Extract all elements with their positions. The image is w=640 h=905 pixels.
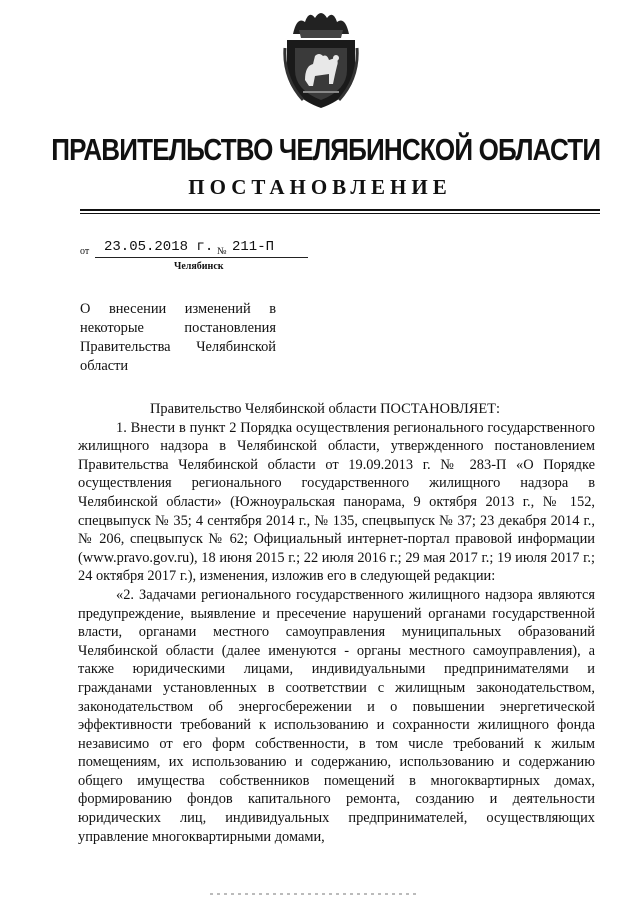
document-type: ПОСТАНОВЛЕНИЕ: [188, 175, 452, 199]
header-divider-thin: [80, 213, 600, 214]
city: Челябинск: [174, 261, 224, 272]
scan-artifact: [210, 893, 420, 895]
registration-row: [80, 237, 380, 259]
header-divider: [80, 209, 600, 211]
government-title: ПРАВИТЕЛЬСТВО ЧЕЛЯБИНСКОЙ ОБЛАСТИ: [51, 132, 601, 167]
paragraph-2: «2. Задачами регионального государственного жилищного надзора являются предупреждение, выявление и пресечение нарушений органами государственной власти, органами местного самоуправления муниципальных образований Челябинской области (далее именуются - органы местного самоуправления), а также юридическими лицами, индивидуальными предпринимателями и гражданами установленных в соответствии с жилищным законодательством, законодательством об энергосбережении и о повышении энергетической эффективности требований к использованию и сохранности жилищного фонда независимо от его форм собственности, в том числе требований к жилым помещениям, их использованию и содержанию, использованию и содержанию общего имущества собственников помещений в многоквартирных домах, формированию фондов капитального ремонта, созданию и деятельности юридических лиц, индивидуальных предпринимателей, осуществляющих управление многоквартирными домами,: [78, 586, 595, 845]
coat-of-arms-icon: [283, 8, 359, 112]
document-body: [78, 400, 595, 846]
number-label: №: [217, 246, 227, 257]
document-date: 23.05.2018 г.: [104, 239, 214, 255]
document-number: 211-П: [232, 239, 275, 255]
preamble: Правительство Челябинской области ПОСТАНОВЛЯЕТ:: [150, 401, 500, 417]
paragraph-1: 1. Внести в пункт 2 Порядка осуществления регионального государственного жилищного надзора в Челябинской области, утвержденного постановлением Правительства Челябинской области от 19.09.2013 г. № 283-П «О Порядке осуществления регионального государственного жилищного надзора в Челябинской области» (Южноуральская панорама, 9 октября 2013 г., № 152, спецвыпуск № 35; 4 сентября 2014 г., № 135, спецвыпуск № 37; 23 декабря 2014 г., № 206, спецвыпуск № 62; Официальный интернет-портал правовой информации (www.pravo.gov.ru), 18 июня 2015 г.; 22 июля 2016 г.; 29 мая 2017 г.; 19 июля 2017 г.; 24 октября 2017 г.), изменения, изложив его в следующей редакции:: [78, 419, 595, 585]
document-subject: О внесении изменений в некоторые постановления Правительства Челябинской области: [80, 301, 276, 374]
number-underline: [226, 257, 308, 258]
date-label: от: [80, 246, 90, 257]
